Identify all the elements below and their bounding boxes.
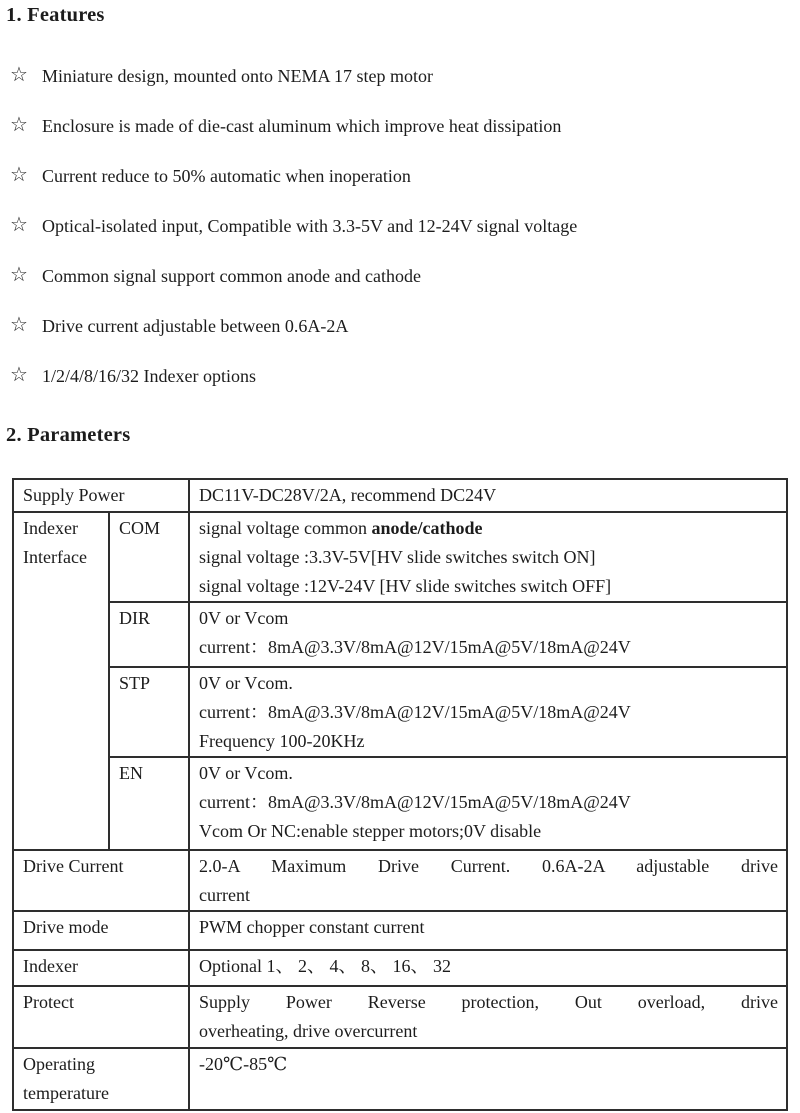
dir-value-line2: current：8mA@3.3V/8mA@12V/15mA@5V/18mA@24V (199, 637, 631, 657)
table-row-stp (13, 667, 787, 757)
feature-item (10, 64, 790, 114)
table-row-protect (13, 986, 787, 1048)
com-value-line2: signal voltage :3.3V-5V[HV slide switches switch ON] (199, 547, 596, 567)
table-row-drive-mode (13, 911, 787, 950)
feature-item (10, 164, 790, 214)
indexer-label-cell: Indexer (13, 950, 189, 986)
table-row-dir (13, 602, 787, 667)
en-value-cell (189, 757, 787, 850)
protect-value-line2: overheating, drive overcurrent (199, 1021, 418, 1041)
protect-value-cell (189, 986, 787, 1048)
feature-text: Miniature design, mounted onto NEMA 17 step motor (42, 66, 433, 86)
operating-temperature-label-cell: Operating temperature (13, 1048, 189, 1110)
en-value-line3: Vcom Or NC:enable stepper motors;0V disable (199, 821, 542, 841)
com-value-cell (189, 512, 787, 602)
en-signal-cell: EN (109, 757, 189, 850)
feature-text: Optical-isolated input, Compatible with 3.3-5V and 12-24V signal voltage (42, 216, 578, 236)
feature-item (10, 214, 790, 264)
table-row-indexer (13, 950, 787, 986)
operating-temperature-value-cell: -20℃-85℃ (189, 1048, 787, 1110)
table-row-en (13, 757, 787, 850)
stp-value-cell (189, 667, 787, 757)
stp-signal-cell: STP (109, 667, 189, 757)
drive-current-value-line1: 2.0-A Maximum Drive Current. 0.6A-2A adjustable drive (199, 856, 779, 876)
drive-current-value-cell (189, 850, 787, 911)
drive-mode-value-cell: PWM chopper constant current (189, 911, 787, 950)
parameters-table (12, 478, 788, 1111)
supply-power-label-cell: Supply Power (13, 479, 189, 512)
indexer-value-cell: Optional 1、 2、 4、 8、 16、 32 (189, 950, 787, 986)
dir-signal-cell: DIR (109, 602, 189, 667)
star-bullet-icon: ☆ (10, 114, 28, 136)
protect-label-cell: Protect (13, 986, 189, 1048)
star-bullet-icon: ☆ (10, 64, 28, 86)
drive-mode-label-cell: Drive mode (13, 911, 189, 950)
feature-text: Current reduce to 50% automatic when inoperation (42, 166, 411, 186)
feature-item (10, 264, 790, 314)
features-list (10, 64, 790, 414)
feature-item (10, 114, 790, 164)
en-value-line1: 0V or Vcom. (199, 763, 293, 783)
com-signal-cell: COM (109, 512, 189, 602)
dir-value-cell (189, 602, 787, 667)
com-value-line3: signal voltage :12V-24V [HV slide switches switch OFF] (199, 576, 612, 596)
star-bullet-icon: ☆ (10, 314, 28, 336)
indexer-interface-label-cell: Indexer Interface (13, 512, 109, 850)
features-heading: 1. Features (6, 4, 105, 26)
table-row-operating-temperature (13, 1048, 787, 1110)
star-bullet-icon: ☆ (10, 264, 28, 286)
stp-value-line1: 0V or Vcom. (199, 673, 293, 693)
stp-value-line3: Frequency 100-20KHz (199, 731, 365, 751)
drive-current-value-line2: current (199, 885, 250, 905)
parameters-heading: 2. Parameters (6, 424, 131, 446)
en-value-line2: current：8mA@3.3V/8mA@12V/15mA@5V/18mA@24V (199, 792, 631, 812)
star-bullet-icon: ☆ (10, 364, 28, 386)
table-row-drive-current (13, 850, 787, 911)
stp-value-line2: current：8mA@3.3V/8mA@12V/15mA@5V/18mA@24V (199, 702, 631, 722)
feature-text: 1/2/4/8/16/32 Indexer options (42, 366, 256, 386)
table-row-com (13, 512, 787, 602)
feature-item (10, 314, 790, 364)
supply-power-value-cell: DC11V-DC28V/2A, recommend DC24V (189, 479, 787, 512)
protect-value-line1: Supply Power Reverse protection, Out overload, drive (199, 992, 779, 1012)
anode-cathode-bold-text: anode/cathode (371, 518, 483, 538)
feature-item (10, 364, 790, 414)
feature-text: Enclosure is made of die-cast aluminum which improve heat dissipation (42, 116, 562, 136)
dir-value-line1: 0V or Vcom (199, 608, 289, 628)
star-bullet-icon: ☆ (10, 214, 28, 236)
feature-text: Drive current adjustable between 0.6A-2A (42, 316, 349, 336)
feature-text: Common signal support common anode and cathode (42, 266, 421, 286)
com-value-line1: signal voltage common anode/cathode (199, 518, 483, 538)
star-bullet-icon: ☆ (10, 164, 28, 186)
drive-current-label-cell: Drive Current (13, 850, 189, 911)
table-row-supply-power (13, 479, 787, 512)
